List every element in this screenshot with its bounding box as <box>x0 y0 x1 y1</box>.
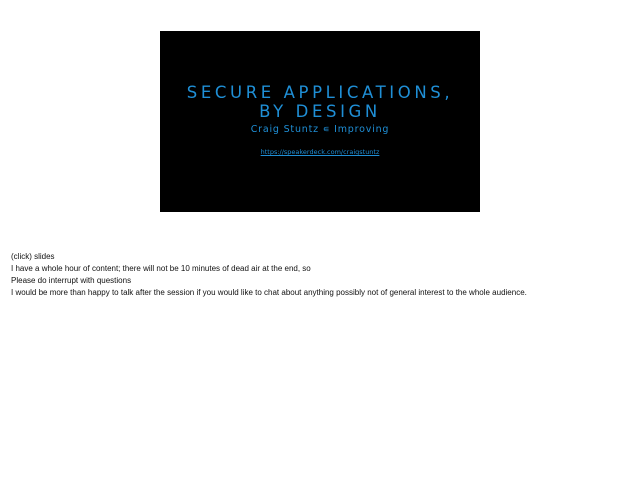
note-line: (click) slides <box>11 252 55 261</box>
slide-title <box>160 83 480 121</box>
slide-thumbnail <box>160 31 480 212</box>
slide-subtitle: Craig Stuntz ∊ Improving <box>250 124 390 135</box>
note-line: Please do interrupt with questions <box>11 276 132 285</box>
speakerdeck-link[interactable]: https://speakerdeck.com/craigstuntz <box>260 148 380 156</box>
note-line: I would be more than happy to talk after the session if you would like to chat about anything possibly not of general interest to the whole audience. <box>11 288 527 297</box>
speaker-notes <box>11 251 631 299</box>
note-line: I have a whole hour of content; there will not be 10 minutes of dead air at the end, so <box>11 264 311 273</box>
slide-title-line-1: SECURE APPLICATIONS, <box>186 83 454 102</box>
slide-title-line-2: BY DESIGN <box>259 102 381 121</box>
